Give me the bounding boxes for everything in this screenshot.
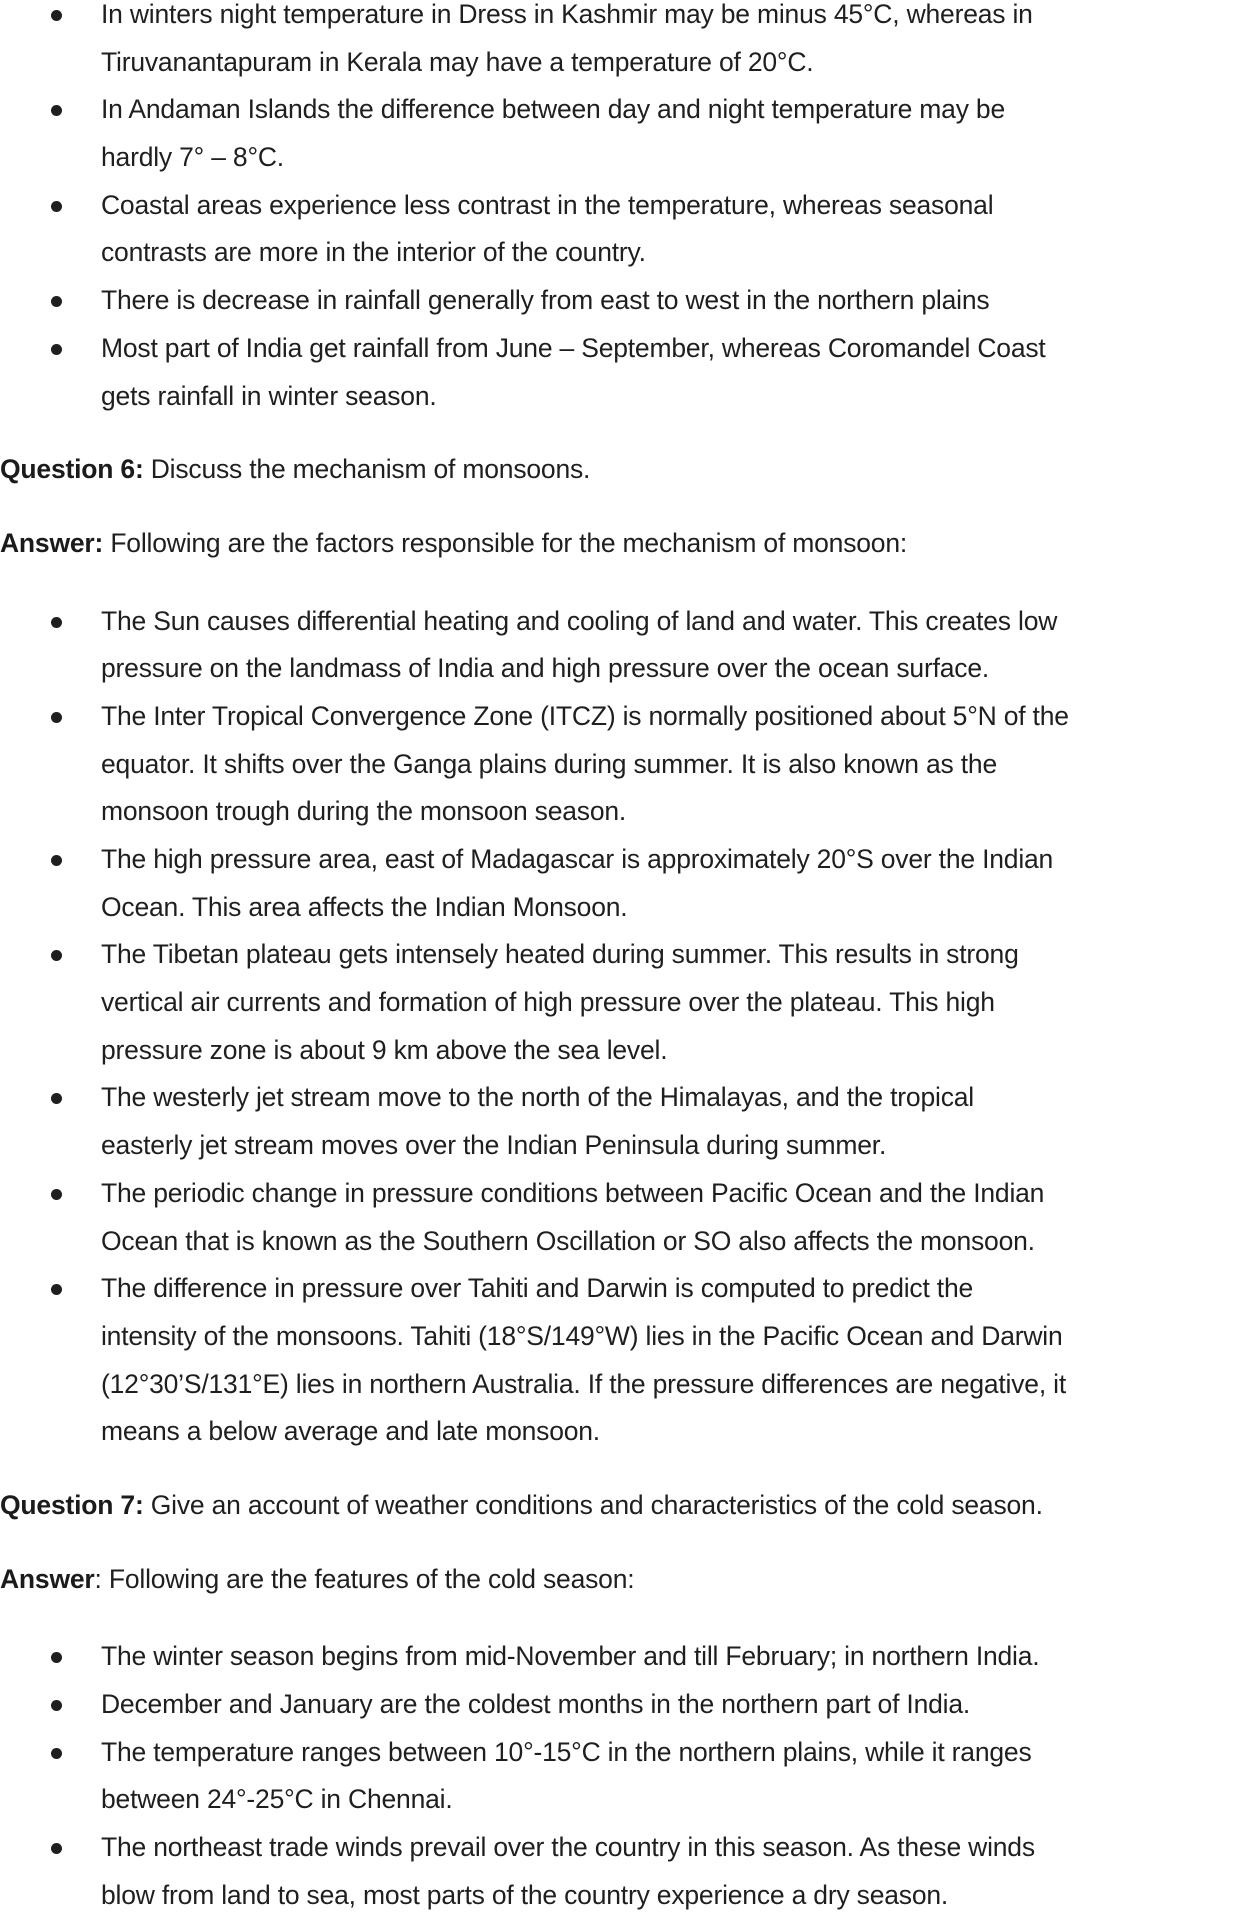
list-item [0, 931, 1235, 1074]
answer-text: Following are the factors responsible for the mechanism of monsoon: [103, 527, 908, 558]
list-item [0, 86, 1235, 181]
bullet-list-monsoon-mechanism [0, 598, 1235, 1456]
list-item-text: In Andaman Islands the difference between day and night temperature may be [101, 94, 1005, 125]
list-item [0, 1633, 1235, 1681]
answer-text: : Following are the features of the cold season: [94, 1563, 635, 1594]
question-label: Question 6: [0, 454, 144, 485]
list-item [0, 1170, 1235, 1265]
list-item [0, 836, 1235, 931]
list-item-text: The northeast trade winds prevail over the country in this season. As these winds [101, 1832, 1035, 1863]
bullet-list-climate-contrasts [0, 0, 1235, 420]
bullet-icon [51, 1748, 62, 1759]
bullet-icon [51, 105, 62, 116]
list-item [0, 182, 1235, 277]
list-item-text: gets rainfall in winter season. [101, 380, 437, 411]
list-item-text: There is decrease in rainfall generally from east to west in the northern plains [101, 285, 990, 316]
question-6 [0, 446, 1235, 494]
bullet-icon [51, 950, 62, 961]
question-label: Question 7: [0, 1489, 144, 1520]
answer-label: Answer: [0, 527, 104, 558]
bullet-icon [51, 1843, 62, 1854]
list-item-text: The high pressure area, east of Madagascar is approximately 20°S over the Indian [101, 844, 1054, 874]
bullet-icon [51, 617, 62, 628]
question-7 [0, 1482, 1235, 1530]
bullet-icon [51, 344, 62, 355]
list-item-text: easterly jet stream moves over the Indian Peninsula during summer. [101, 1130, 887, 1161]
answer-label: Answer [0, 1563, 95, 1594]
list-item-text: Coastal areas experience less contrast in the temperature, whereas seasonal [101, 189, 994, 220]
list-item [0, 1265, 1235, 1456]
list-item [0, 598, 1235, 693]
list-item-text: monsoon trough during the monsoon season. [101, 796, 627, 827]
question-text: Give an account of weather conditions and characteristics of the cold season. [143, 1489, 1043, 1520]
bullet-icon [51, 10, 62, 21]
list-item-text: pressure on the landmass of India and high pressure over the ocean surface. [101, 653, 990, 684]
bullet-icon [51, 1652, 62, 1663]
bullet-list-cold-season [0, 1633, 1235, 1919]
list-item-text: Most part of India get rainfall from June – September, whereas Coromandel Coast [101, 332, 1046, 363]
bullet-icon [51, 201, 62, 212]
list-item-text: The Tibetan plateau gets intensely heated during summer. This results in strong [101, 939, 1019, 970]
list-item-text: Tiruvanantapuram in Kerala may have a temperature of 20°C. [101, 46, 814, 77]
bullet-icon [51, 1093, 62, 1104]
list-item-text: hardly 7° – 8°C. [101, 142, 284, 173]
list-item-text: The winter season begins from mid-November and till February; in northern India. [101, 1641, 1040, 1672]
list-item-text: The Sun causes differential heating and cooling of land and water. This creates low [101, 605, 1058, 636]
question-text: Discuss the mechanism of monsoons. [143, 454, 591, 485]
list-item-text: equator. It shifts over the Ganga plains during summer. It is also known as the [101, 748, 997, 779]
list-item [0, 693, 1235, 836]
list-item-text: The periodic change in pressure conditions between Pacific Ocean and the Indian [101, 1177, 1045, 1208]
list-item [0, 325, 1235, 420]
bullet-icon [51, 1189, 62, 1200]
list-item-text: In winters night temperature in Dress in Kashmir may be minus 45°C, whereas in [101, 0, 1033, 29]
list-item-text: between 24°-25°C in Chennai. [101, 1784, 453, 1815]
bullet-icon [51, 296, 62, 307]
list-item [0, 277, 1235, 325]
list-item-text: Ocean that is known as the Southern Oscillation or SO also affects the monsoon. [101, 1225, 1035, 1256]
list-item-text: vertical air currents and formation of high pressure over the plateau. This high [101, 987, 995, 1018]
list-item [0, 1074, 1235, 1169]
list-item-text: pressure zone is about 9 km above the sea level. [101, 1034, 668, 1065]
list-item-text: blow from land to sea, most parts of the country experience a dry season. [101, 1879, 949, 1910]
bullet-icon [51, 1284, 62, 1295]
bullet-icon [51, 712, 62, 723]
list-item-text: The difference in pressure over Tahiti and Darwin is computed to predict the [101, 1273, 974, 1304]
list-item-text: The westerly jet stream move to the north of the Himalayas, and the tropical [101, 1082, 974, 1113]
list-item-text: contrasts are more in the interior of the country. [101, 237, 646, 268]
bullet-icon [51, 855, 62, 866]
list-item-text: The Inter Tropical Convergence Zone (ITCZ) is normally positioned about 5°N of the [101, 700, 1069, 731]
list-item-text: December and January are the coldest months in the northern part of India. [101, 1689, 971, 1719]
bullet-icon [51, 1700, 62, 1711]
list-item [0, 0, 1235, 86]
answer-7 [0, 1556, 1235, 1604]
list-item [0, 1681, 1235, 1729]
list-item-text: The temperature ranges between 10°-15°C in the northern plains, while it ranges [101, 1736, 1032, 1767]
list-item-text: Ocean. This area affects the Indian Monsoon. [101, 891, 628, 922]
answer-6 [0, 520, 1235, 568]
list-item [0, 1824, 1235, 1919]
list-item-text: means a below average and late monsoon. [101, 1416, 600, 1447]
list-item [0, 1729, 1235, 1824]
list-item-text: (12°30’S/131°E) lies in northern Australia. If the pressure differences are negative, it [101, 1368, 1067, 1399]
list-item-text: intensity of the monsoons. Tahiti (18°S/149°W) lies in the Pacific Ocean and Darwin [101, 1320, 1063, 1351]
